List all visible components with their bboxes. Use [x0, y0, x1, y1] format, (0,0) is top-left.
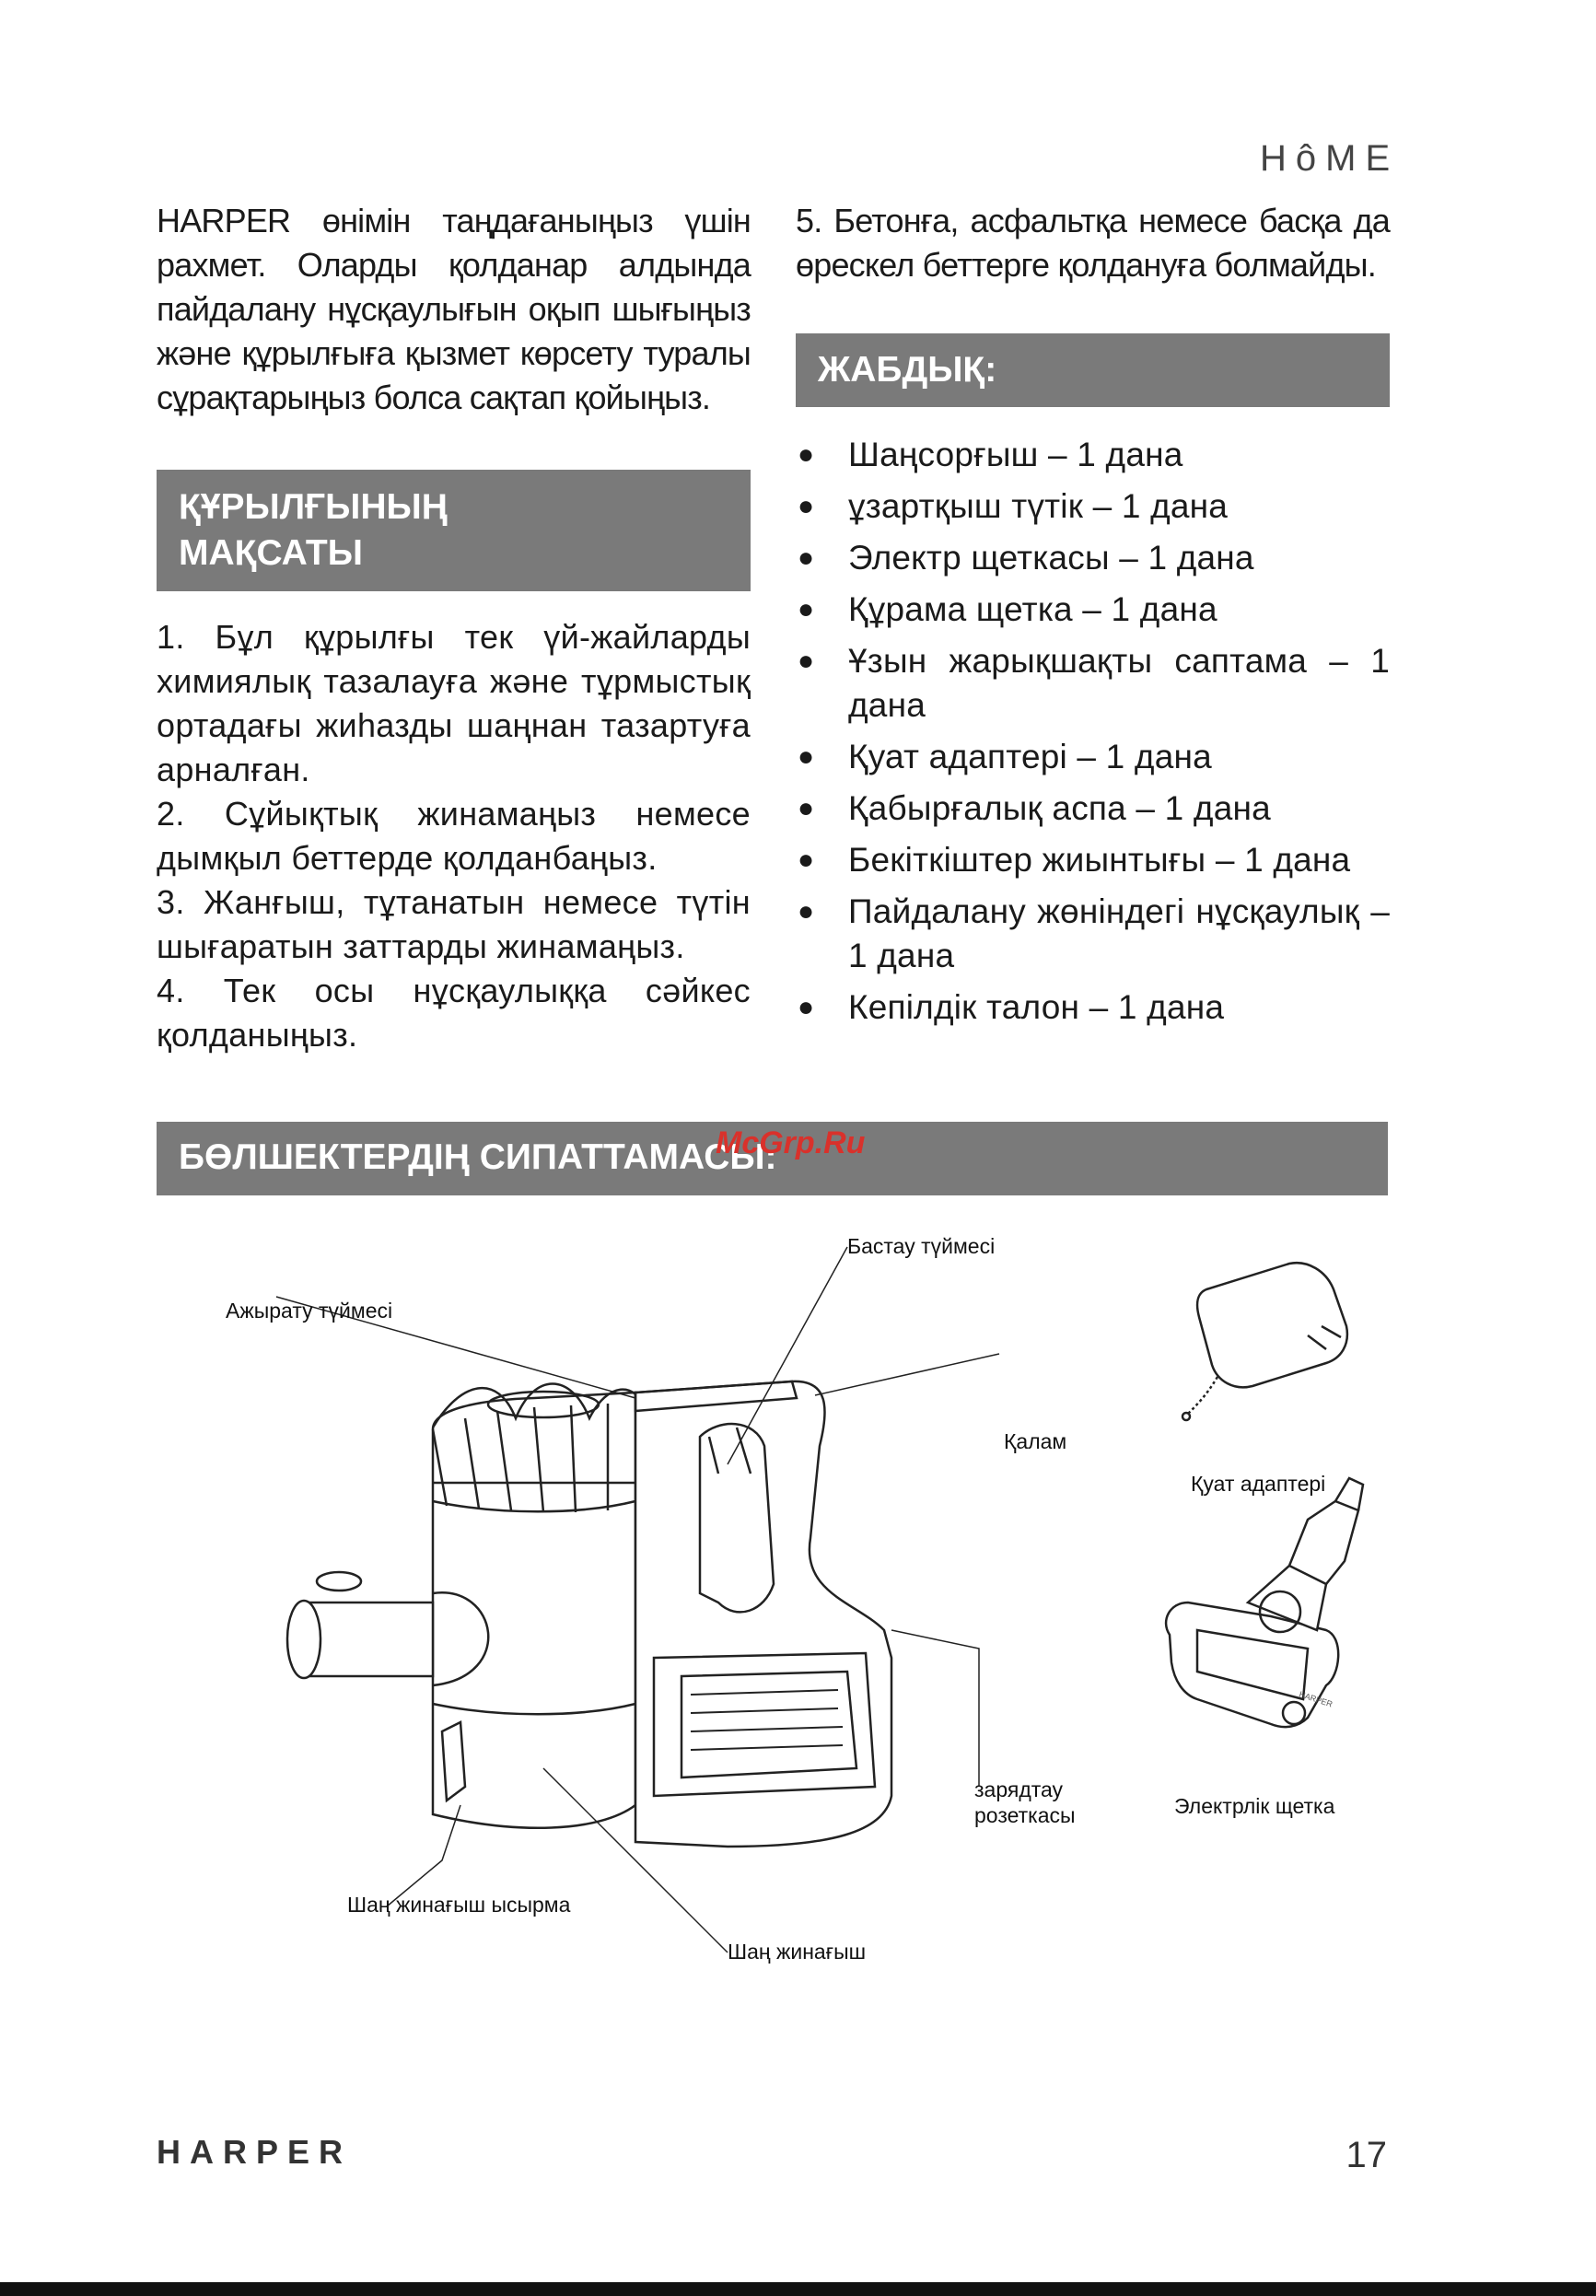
power-adapter-icon: [1182, 1263, 1347, 1420]
bullet-icon: ●: [798, 439, 815, 470]
equipment-item: ● Кепілдік талон – 1 дана: [796, 985, 1390, 1030]
equipment-item: ● Электр щеткасы – 1 дана: [796, 536, 1390, 580]
dust-collector-label: Шаң жинағыш: [728, 1940, 867, 1964]
bullet-icon: ●: [798, 646, 815, 676]
power-adapter-label: Қуат адаптері: [1191, 1472, 1326, 1496]
electric-brush-label: Электрлік щетка: [1174, 1794, 1335, 1818]
bullet-icon: ●: [798, 491, 815, 521]
footer-logo: HARPER: [157, 2133, 353, 2171]
handle-label: Қалам: [1004, 1429, 1067, 1453]
equipment-item: ● Қуат адаптері – 1 дана: [796, 735, 1390, 779]
purpose-item: 2. Сұйықтық жинамаңыз немесе дымқыл беттерде қолданбаңыз.: [157, 795, 751, 877]
bottom-rule: [0, 2282, 1596, 2296]
release-button-label: Ажырату түймесі: [226, 1299, 393, 1323]
purpose-heading: [157, 470, 751, 591]
equipment-item: ● Пайдалану жөніндегі нұсқаулық – 1 дана: [796, 890, 1390, 978]
bullet-icon: ●: [798, 741, 815, 772]
equipment-item: ● Ұзын жарықшақты саптама – 1 дана: [796, 639, 1390, 728]
intro-paragraph: HARPER өнімін таңдағаныңыз үшін рахмет. Оларды қолданар алдында пайдалану нұсқаулығын оқып шығыңыз және құрылғыға қызмет көрсету туралы сұрақтарыңыз болса сақтап қойыңыз.: [157, 202, 751, 416]
parts-diagram: [0, 1197, 1596, 2026]
electric-brush-icon: [1166, 1478, 1363, 1727]
bullet-icon: ●: [798, 896, 815, 927]
bullet-icon: ●: [798, 845, 815, 875]
equipment-heading: ЖАБДЫҚ:: [796, 333, 1390, 407]
left-column: [157, 199, 751, 1057]
purpose-item-5: 5. Бетонға, асфальтқа немесе басқа да өрескел беттерге қолдануға болмайды.: [796, 202, 1390, 284]
bullet-icon: ●: [798, 992, 815, 1022]
equipment-item: ● Құрама щетка – 1 дана: [796, 588, 1390, 632]
start-button-label: Бастау түймесі: [847, 1234, 996, 1258]
bullet-icon: ●: [798, 542, 815, 573]
equipment-item: ● Қабырғалық аспа – 1 дана: [796, 787, 1390, 831]
brush-brand-text: HARPER: [1298, 1689, 1334, 1709]
equipment-list: [796, 433, 1390, 1030]
purpose-list: [157, 615, 751, 1057]
charging-socket-label-line1: зарядтау: [974, 1777, 1064, 1801]
home-logo: HôME: [1260, 138, 1400, 179]
parts-heading: БӨЛШЕКТЕРДІҢ СИПАТТАМАСЫ:: [157, 1122, 1388, 1195]
equipment-item: ● ұзартқыш түтік – 1 дана: [796, 484, 1390, 529]
bullet-icon: ●: [798, 594, 815, 624]
purpose-item: 1. Бұл құрылғы тек үй-жайларды химиялық тазалауға және тұрмыстық ортадағы жиһазды шаңнан тазартуға арналған.: [157, 618, 751, 788]
watermark: McGrp.Ru: [716, 1125, 866, 1160]
page-number: 17: [1346, 2135, 1387, 2175]
charging-socket-label-line2: розеткасы: [974, 1803, 1076, 1827]
purpose-heading-line1: ҚҰРЫЛҒЫНЫҢ: [179, 487, 448, 527]
purpose-item: 3. Жанғыш, тұтанатын немесе түтін шығаратын заттарды жинамаңыз.: [157, 883, 751, 965]
purpose-item: 4. Тек осы нұсқаулыққа сәйкес қолданыңыз.: [157, 972, 751, 1054]
vacuum-body-icon: [287, 1381, 891, 1847]
purpose-heading-line2: МАҚСАТЫ: [179, 533, 363, 573]
right-column: [796, 199, 1390, 1037]
dust-drawer-label: Шаң жинағыш ысырма: [347, 1893, 571, 1917]
equipment-item: ● Шаңсорғыш – 1 дана: [796, 433, 1390, 477]
equipment-item: ● Бекіткіштер жиынтығы – 1 дана: [796, 838, 1390, 882]
bullet-icon: ●: [798, 793, 815, 823]
